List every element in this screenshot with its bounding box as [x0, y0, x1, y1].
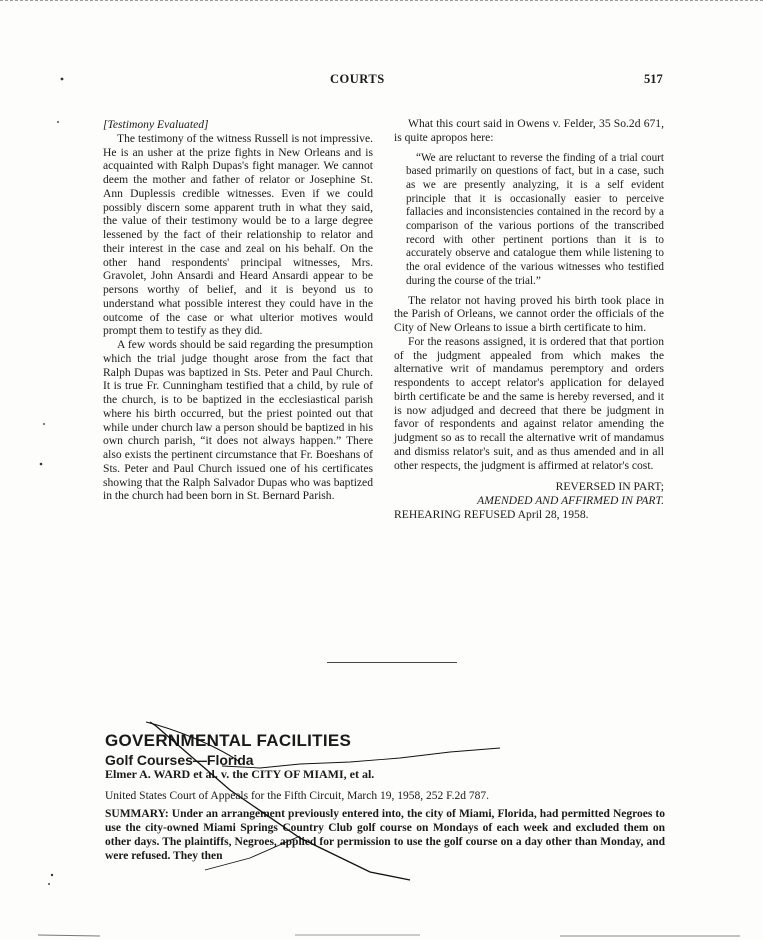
- left-column: [103, 118, 373, 503]
- disposition-amended: AMENDED AND AFFIRMED IN PART.: [477, 494, 664, 508]
- paragraph-presumption: A few words should be said regarding the presumption which the trial judge thought arose from the fact that Ralph Dupas was baptized in Sts. Peter and Paul Church. It is true Fr. Cunningham testified that a child, by rule of the church, is to be baptized in the ecclesiastical parish where his birth occurred, but the priest pointed out that while under church law a person should be baptized in his own church parish, “it does not always happen.” There also exists the pertinent circumstance that Fr. Boeshans of Sts. Peter and Paul Church issued one of his certificates showing that the Ralph Salvador Dupas who was baptized in the church had been born in St. Bernard Parish.: [103, 338, 373, 503]
- right-column: [394, 117, 664, 522]
- page-number: 517: [644, 72, 663, 86]
- summary-text: Under an arrangement previously entered into, the city of Miami, Florida, had permitted Negroes to use the city-owned Miami Springs Country Club golf course on Mondays of each week and excluded them on other days. The plaintiffs, Negroes, applied for permission to use the golf course on a day other than Monday, and were refused. They then: [105, 808, 666, 862]
- case-summary: [105, 807, 665, 863]
- court-citation: United States Court of Appeals for the Fifth Circuit, March 19, 1958, 252 F.2d 787.: [105, 790, 489, 802]
- case-caption: Elmer A. WARD et al. v. the CITY OF MIAMI, et al.: [105, 767, 375, 781]
- paragraph-testimony: The testimony of the witness Russell is not impressive. He is an usher at the prize fights in New Orleans and is acquainted with Ralph Dupas's fight manager. We cannot deem the mother and father of relator or Josephine St. Ann Duplessis credible witnesses. Even if we could possibly discern some apparent truth in what they said, the value of their testimony would be to a large degree lessened by the fact of their relationship to relator and their interest in the case and zeal on his behalf. On the other hand respondents' principal witnesses, Mrs. Gravolet, John Ansardi and Heard Ansardi appear to be persons worthy of belief, and it is beyond us to understand what possible interest they could have in the outcome of the case or what ulterior motives would prompt them to testify as they did.: [103, 131, 373, 338]
- section-title: GOVERNMENTAL FACILITIES: [105, 731, 352, 750]
- disposition-reversed: REVERSED IN PART;: [555, 480, 664, 494]
- running-head: COURTS: [330, 72, 385, 86]
- paragraph-intro: What this court said in Owens v. Felder, 35 So.2d 671, is quite apropos here:: [394, 117, 664, 144]
- section-divider: [327, 662, 457, 663]
- scan-edge-dashes: [0, 0, 763, 1]
- section-subhead: [Testimony Evaluated]: [103, 118, 209, 131]
- rehearing-line: REHEARING REFUSED April 28, 1958.: [394, 507, 589, 521]
- block-quote: “We are reluctant to reverse the finding of a trial court based primarily on questions of fact, but in a case, such as we are presently analyzing, it is a self evident principle that it is occasionally easier to perceive fallacies and inconsistencies contained in the record by a comparison of the various portions of the transcribed record with other pertinent portions than it is to accurately observe and catalogue them while listening to the oral evidence of the various witnesses who testified during the course of the trial.”: [406, 151, 664, 287]
- paragraph-birth: The relator not having proved his birth took place in the Parish of Orleans, we cannot order the officials of the City of New Orleans to issue a birth certificate to him.: [394, 293, 664, 335]
- paragraph-decree: For the reasons assigned, it is ordered that that portion of the judgment appealed from which makes the alternative writ of mandamus peremptory and orders respondents to accept relator's application for delayed birth certificate be and the same is hereby reversed, and it is now adjudged and decreed that there be judgment in favor of respondents and against relator amending the judgment so as to recall the alternative writ of mandamus and dismiss relator's suit, and as thus amended and in all other respects, the judgment is affirmed at relator's cost.: [394, 334, 664, 472]
- section-subtitle: Golf Courses—Florida: [105, 752, 254, 768]
- summary-label: SUMMARY:: [105, 808, 169, 820]
